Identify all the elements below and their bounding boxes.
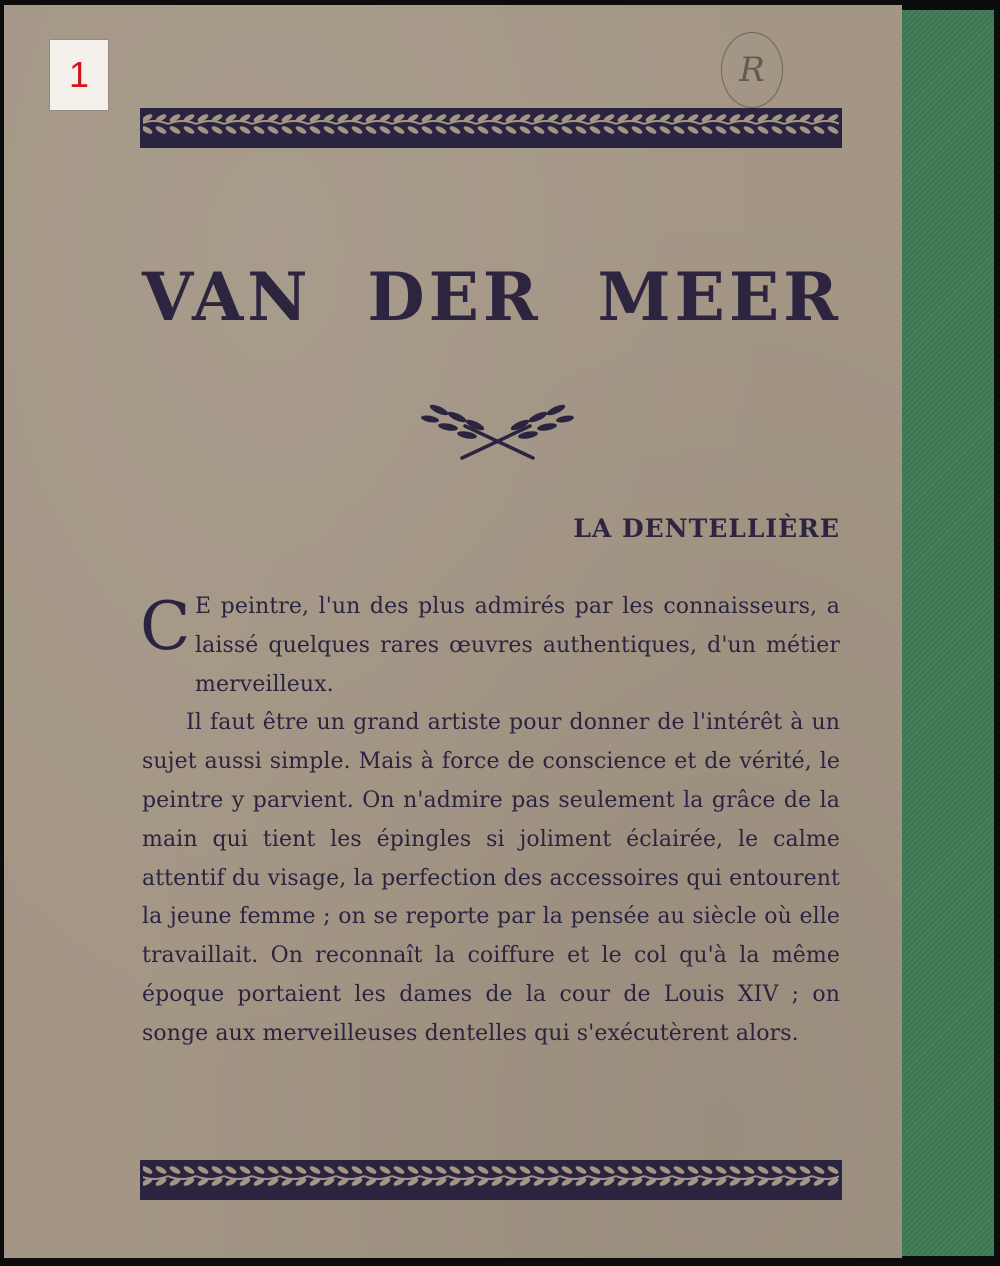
bottom-ornamental-border: [140, 1160, 842, 1200]
laurel-ornament-icon: [420, 400, 575, 465]
page-number: 1: [68, 54, 90, 95]
page-number-sticker: [50, 40, 108, 110]
book-spine: [902, 10, 994, 1256]
stamp-letter: R: [739, 50, 765, 90]
library-stamp: [721, 32, 783, 108]
paragraph-2: Il faut être un grand artiste pour donner de l'intérêt à un sujet aussi simple. Mais à force de conscience et de vérité, le peintre y parvient. On n'admire pas seulement la grâce de la main qui tient les épingles si joliment éclairée, le calme attentif du visage, la perfection des accessoires qui entourent la jeune femme ; on se reporte par la pensée au siècle où elle travaillait. On reconnaît la coiffure et le col qu'à la même époque portaient les dames de la cour de Louis XIV ; on songe aux merveilleuses dentelles qui s'exécutèrent alors.: [142, 710, 840, 1046]
body-text: [142, 588, 840, 1054]
paragraph-1-text: E peintre, l'un des plus admirés par les connaisseurs, a laissé quelques rares œuvres authentiques, d'un métier merveilleux.: [195, 594, 840, 697]
page-title: VAN DER MEER: [142, 258, 842, 336]
top-ornamental-border: [140, 108, 842, 148]
drop-cap: C: [140, 588, 191, 665]
paragraph-1: [142, 588, 840, 704]
section-subtitle: LA DENTELLIÈRE: [573, 514, 840, 543]
